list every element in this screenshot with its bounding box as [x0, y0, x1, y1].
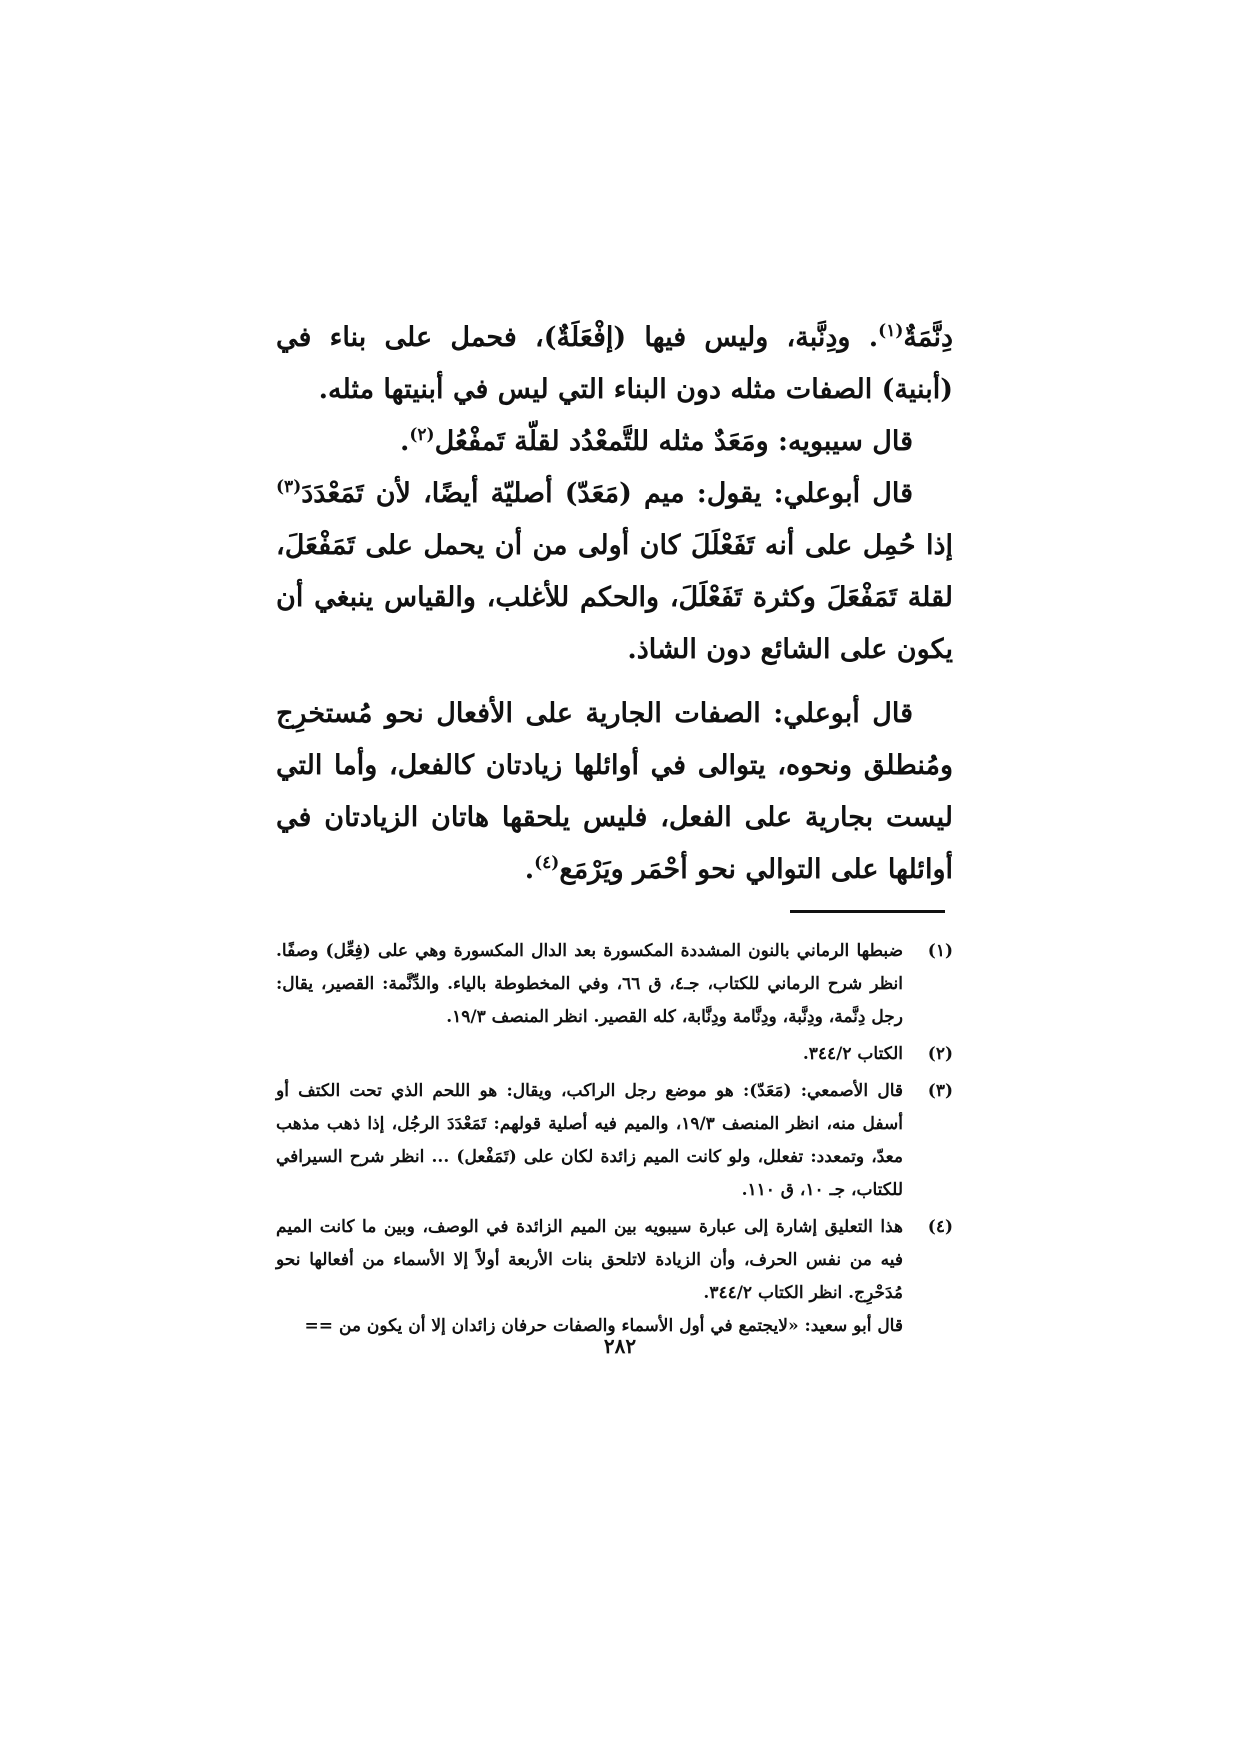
text-run: قال أبوعلي: الصفات الجارية على الأفعال نحو مُستخرِج ومُنطلق ونحوه، يتوالى في أوائلها زيادتان كالفعل، وأما التي ليست بجارية على الفعل، فليس يلحقها هاتان الزيادتان في أوائلها على التوالي نحو أحْمَر ويَرْمَع [276, 698, 953, 885]
text-run: إذا حُمِل على أنه تَفَعْلَلَ كان أولى من أن يحمل على تَمَفْعَلَ، لقلة تَمَفْعَلَ وكثرة تَفَعْلَلَ، والحكم للأغلب، والقياس ينبغي أن يكون على الشائع دون الشاذ. [276, 530, 953, 665]
footnote-3 [276, 1075, 953, 1207]
paragraph-4 [276, 688, 953, 896]
footnote-ref-1: (١) [878, 321, 904, 341]
footnote-number: (٤) [927, 1217, 953, 1237]
footnote-line: ضبطها الرماني بالنون المشددة المكسورة بعد الدال المكسورة وهي على (فِعِّل) وصفًا. انظر شرح الرماني للكتاب، جـ٤، ق ٦٦، وفي المخطوطة بالياء. والدِّنَّمة: القصير، يقال: رجل دِنَّمة، ودِنَّبة، ودِنَّامة ودِنَّابة، كله القصير. انظر المنصف ١٩/٣. [276, 941, 903, 1027]
footnote-number: (٣) [927, 1081, 953, 1101]
footnote-line: هذا التعليق إشارة إلى عبارة سيبويه بين الميم الزائدة في الوصف، وبين ما كانت الميم فيه من نفس الحرف، وأن الزيادة لاتلحق بنات الأربعة أولاً إلا الأسماء من أفعالها نحو مُدَحْرِج. انظر الكتاب ٣٤٤/٢. [276, 1217, 903, 1303]
footnote-line: قال الأصمعي: (مَعَدّ): هو موضع رجل الراكب، ويقال: هو اللحم الذي تحت الكتف أو أسفل منه، انظر المنصف ١٩/٣، والميم فيه أصلية قولهم: تَمَعْدَدَ الرجُل، إذا ذهب مذهب معدّ، وتمعدد: تفعلل، ولو كانت الميم زائدة لكان على (تَمَفْعل) ... انظر شرح السيرافي للكتاب، جـ ١٠، ق ١١٠. [276, 1081, 903, 1200]
text-run: قال أبوعلي: يقول: ميم (مَعَدّ) أصليّة أيضًا، لأن تَمَعْدَدَ [301, 478, 913, 509]
footnote-ref-2: (٢) [409, 425, 435, 445]
page-number: ٢٨٢ [603, 1334, 637, 1358]
footnote-line: قال أبو سعيد: «لايجتمع في أول الأسماء والصفات حرفان زائدان إلا أن يكون من == [304, 1316, 903, 1336]
footnote-1 [276, 935, 953, 1034]
footnote-number: (١) [927, 941, 953, 961]
main-text [276, 312, 953, 896]
paragraph-1 [276, 312, 953, 416]
footnote-text [276, 1211, 903, 1343]
footnotes [276, 935, 953, 1347]
footnote-text [276, 935, 903, 1034]
text-run: قال سيبويه: ومَعَدٌ مثله للتَّمعْدُد لقلّة تَمفْعُل [434, 426, 913, 457]
text-run: . [399, 426, 410, 457]
footnote-4 [276, 1211, 953, 1343]
footnote-line: الكتاب ٣٤٤/٢. [802, 1044, 903, 1064]
footnote-text [276, 1038, 903, 1071]
footnote-ref-3: (٣) [276, 477, 302, 497]
text-run: . ودِنَّبة، وليس فيها (إفْعَلَةٌ)، فحمل على بناء في (أبنية) الصفات مثله دون البناء التي ليس في أبنيتها مثله. [276, 322, 953, 405]
footnote-separator [790, 910, 945, 913]
text-run: . [524, 854, 535, 885]
paragraph-3 [276, 468, 953, 676]
text-run: دِنَّمَةٌ [903, 322, 953, 353]
footnote-number: (٢) [927, 1044, 953, 1064]
footnote-ref-4: (٤) [534, 853, 560, 873]
paragraph-2 [276, 416, 953, 468]
footnote-text [276, 1075, 903, 1207]
footnote-2 [276, 1038, 953, 1071]
